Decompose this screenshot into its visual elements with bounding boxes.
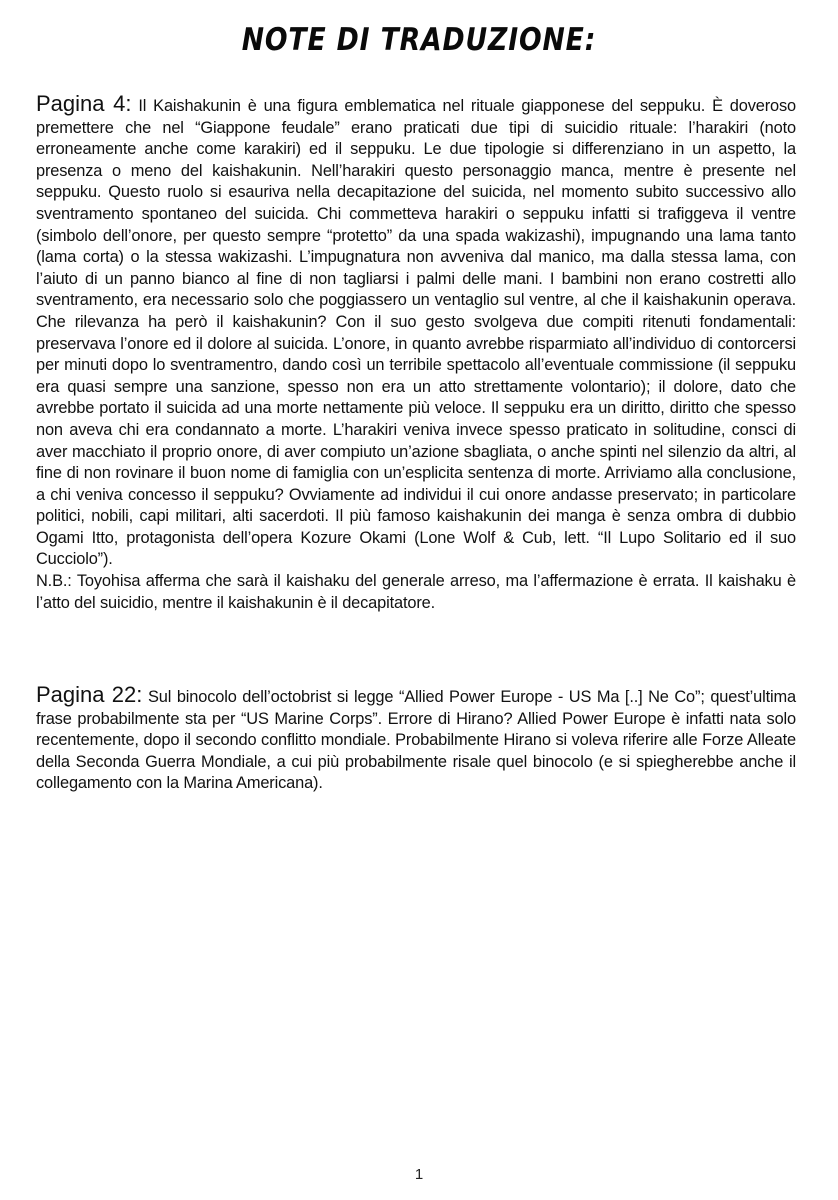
page-title: NOTE DI TRADUZIONE: [241,22,597,58]
page-number: 1 [414,1166,424,1183]
nb-note: N.B.: Toyohisa afferma che sarà il kaishaku del generale arreso, ma l’affermazione è errata. Il kaishaku è l’atto del suicidio, mentre il kaishakunin è il decapitatore. [36,572,796,612]
section-text: Il Kaishakunin è una figura emblematica nel rituale giapponese del seppuku. È doveroso premettere che nel “Giappone feudale” erano praticati due tipi di suicidio rituale: l’harakiri (noto erroneamente anche come karakiri) ed il seppuku. Le due tipologie si differenziano in un aspetto, la presenza o meno del kaishakunin. Nell’harakiri questo personaggio manca, mentre è presente nel seppuku. Questo ruolo si esauriva nella decapitazione del suicida, nel momento subito successivo allo sventramento spontaneo del suicida. Chi commetteva harakiri o seppuku infatti si trafiggeva il ventre (simbolo dell’onore, per questo sempre “protetto” da una spada wakizashi), impugnando una lama tanto (lama corta) o la stessa wakizashi. L’impugnatura non avveniva dal manico, ma dalla stessa lama, con l’aiuto di un panno bianco al fine di non tagliarsi i palmi delle mani. I bambini non erano costretti allo sventramento, era necessario solo che poggiassero un ventaglio sul ventre, al che il kaishakunin operava. Che rilevanza ha però il kaishakunin? Con il suo gesto svolgeva due compiti ritenuti fondamentali: preservava l’onore ed il dolore al suicida. L’onore, in quanto avrebbe risparmiato all’individuo di contorcersi per minuti dopo lo sventramentro, dando così un terribile spettacolo all’eventuale commissione (il seppuku era quasi sempre una sanzione, spesso non era un atto strettamente volontario); il dolore, dato che avrebbe portato il suicida ad una morte nettamente più veloce. Il seppuku era un diritto, diritto che spesso non aveva chi era condannato a morte. L’harakiri veniva invece spesso praticato in solitudine, consci di aver macchiato il proprio onore, di aver compiuto un’azione sbagliata, o anche spinti nel silenzio da altri, al fine di non rovinare il buon nome di famiglia con un’esplicita sentenza di morte. Arriviamo alla conclusione, a chi veniva concesso il seppuku? Ovviamente ad individui il cui onore andasse preservato; in particolare politici, nobili, capi militari, alti sacerdoti. Il più famoso kaishakunin dei manga è senza ombra di dubbio Ogami Itto, protagonista dell’opera Kozure Okami (Lone Wolf & Cub, lett. “Il Lupo Solitario ed il suo Cucciolo”). [36,97,796,569]
note-section-page-4 [36,93,796,614]
section-heading: Pagina 22: [36,682,143,707]
note-section-page-22 [36,684,796,795]
section-text: Sul binocolo dell’octobrist si legge “Allied Power Europe - US Ma [..] Ne Co”; quest’ultima frase probabilmente sta per “US Marine Corps”. Errore di Hirano? Allied Power Europe è infatti nata solo recentemente, dopo il secondo conflitto mondiale. Probabilmente Hirano si voleva riferire alle Forze Alleate della Seconda Guerra Mondiale, a cui più probabilmente risale quel binocolo (e si spiegherebbe anche il collegamento con la Marina Americana). [36,688,796,793]
section-heading: Pagina 4: [36,91,132,116]
note-paragraph [36,93,796,571]
note-paragraph [36,684,796,795]
